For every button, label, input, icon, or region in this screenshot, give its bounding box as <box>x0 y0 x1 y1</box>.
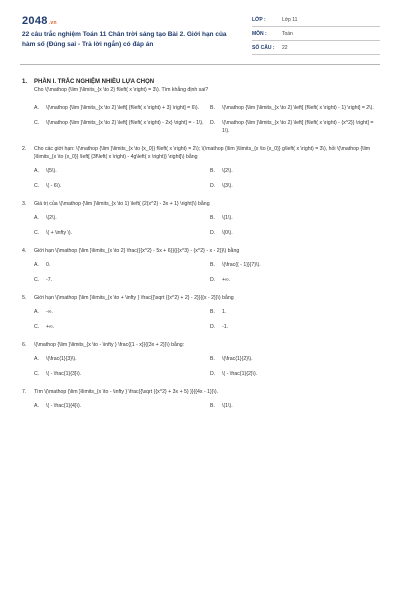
question-stem: \(\mathop {\lim }\limits_{x \to - \infty } \frac{{1 - x}}{{3x + 2}}\) bằng: <box>34 342 185 348</box>
option-text: \(\mathop {\lim }\limits_{x \to 2} \left[ {f\left( x \right) - 2x} \right] = - 1\). <box>46 120 204 126</box>
option-text: \(\mathop {\lim }\limits_{x \to 2} \left[ {f\left( x \right) - {x^2}} \right] = 1\). <box>222 120 374 134</box>
option-text: \(2\). <box>46 215 57 221</box>
option-text: \( - \frac{1}{3}\). <box>46 371 82 377</box>
option-text: \( - \frac{1}{2}\). <box>222 371 258 377</box>
option-letter: D. <box>210 120 216 126</box>
option-text: \(\frac{{ - 1}}{7}\). <box>222 262 261 268</box>
option-letter: C. <box>34 120 40 126</box>
option-a[interactable] <box>34 214 210 222</box>
part-heading <box>22 78 380 86</box>
option-text: \(\frac{1}{3}\). <box>46 356 77 362</box>
question-3 <box>22 200 380 237</box>
meta-value: Lớp 11 <box>282 16 298 23</box>
option-text: \(0\). <box>222 230 233 236</box>
question-list <box>22 78 380 410</box>
question-number: 6. <box>22 342 27 348</box>
option-text: 0. <box>46 262 51 268</box>
option-text: \(3\). <box>222 183 233 189</box>
option-text: \(\mathop {\lim }\limits_{x \to 2} \left[ {f\left( x \right) + 3} \right] = 6\). <box>46 105 200 111</box>
question-2 <box>22 145 380 190</box>
option-letter: D. <box>210 183 216 189</box>
meta-box <box>252 13 380 55</box>
option-letter: A. <box>34 403 39 409</box>
option-letter: C. <box>34 277 40 283</box>
option-letter: A. <box>34 105 39 111</box>
header-divider <box>20 64 380 65</box>
option-text: \(1\). <box>222 215 233 221</box>
option-a[interactable] <box>34 308 210 316</box>
option-a[interactable] <box>34 402 210 410</box>
option-text: \( + \infty \). <box>46 230 73 236</box>
option-letter: A. <box>34 168 39 174</box>
option-b[interactable] <box>210 214 380 222</box>
question-number: 2. <box>22 146 27 152</box>
question-stem: Giá trị của \(\mathop {\lim }\limits_{x \to 1} \left( {2{x^2} - 3x + 1} \right)\) bằng <box>34 201 210 207</box>
option-letter: C. <box>34 371 40 377</box>
option-a[interactable] <box>34 167 210 175</box>
meta-value: Toán <box>282 30 293 37</box>
option-letter: C. <box>34 324 40 330</box>
option-text: -1. <box>222 324 229 330</box>
option-c[interactable] <box>34 323 210 331</box>
question-7 <box>22 388 380 410</box>
option-d[interactable] <box>210 119 380 135</box>
option-letter: C. <box>34 230 40 236</box>
question-4 <box>22 247 380 284</box>
option-letter: B. <box>210 356 215 362</box>
option-letter: B. <box>210 403 215 409</box>
option-d[interactable] <box>210 229 380 237</box>
meta-label: SỐ CÂU : <box>252 44 275 51</box>
option-letter: B. <box>210 168 215 174</box>
option-letter: D. <box>210 277 216 283</box>
meta-row-subject <box>252 27 380 41</box>
option-letter: B. <box>210 262 215 268</box>
question-stem: Cho các giới hạn: \(\mathop {\lim }\limits_{x \to {x_0}} f\left( x \right) = 2\); \(\mathop {\lim }\limits_{x \to {x_0}} g\left( x \right) = 3\), hỏi \(\mathop {\lim }\limits_{x \to {x_0}} \left[ {3f\left( x \right) - 4g\left( x \right)} \right]\) bằng <box>34 146 371 160</box>
meta-label: LỚP : <box>252 16 266 23</box>
option-d[interactable] <box>210 182 380 190</box>
option-letter: D. <box>210 230 216 236</box>
option-a[interactable] <box>34 104 210 112</box>
question-number: 3. <box>22 201 27 207</box>
option-letter: B. <box>210 105 215 111</box>
option-text: -7. <box>46 277 53 283</box>
option-text: \(\mathop {\lim }\limits_{x \to 2} \left[ {f\left( x \right) - 1} \right] = 2\). <box>222 105 374 111</box>
option-text: \(2\). <box>222 168 233 174</box>
logo-sub: .vn <box>48 20 57 26</box>
option-letter: A. <box>34 215 39 221</box>
option-letter: A. <box>34 309 39 315</box>
option-text: \(\frac{1}{2}\). <box>222 356 253 362</box>
option-text: +∞. <box>222 277 231 283</box>
question-stem: Giới hạn \(\mathop {\lim }\limits_{x \to + \infty } \frac{{\sqrt {{x^2} + 2} - 2}}{{x - 2}}\) bằng <box>34 295 234 301</box>
question-5 <box>22 294 380 331</box>
option-a[interactable] <box>34 355 210 363</box>
option-c[interactable] <box>34 119 210 135</box>
option-letter: D. <box>210 371 216 377</box>
page-header <box>0 0 400 64</box>
question-number: 5. <box>22 295 27 301</box>
site-logo[interactable] <box>22 15 57 27</box>
option-text: \( - 6\). <box>46 183 62 189</box>
question-number: 7. <box>22 389 27 395</box>
option-text: \( - \frac{1}{4}\). <box>46 403 82 409</box>
part-number: 1. <box>22 79 28 85</box>
option-letter: B. <box>210 215 215 221</box>
option-letter: D. <box>210 324 216 330</box>
option-text: \(5\). <box>46 168 57 174</box>
option-b[interactable] <box>210 167 380 175</box>
question-1-stem: Cho \(\mathop {\lim }\limits_{x \to 2} f\left( x \right) = 3\). Tìm khẳng định sai? <box>34 87 209 93</box>
option-text: -∞. <box>46 309 53 315</box>
option-letter: C. <box>34 183 40 189</box>
option-letter: B. <box>210 309 215 315</box>
option-text: +∞. <box>46 324 55 330</box>
meta-row-grade <box>252 13 380 27</box>
meta-row-count <box>252 41 380 55</box>
option-b[interactable] <box>210 261 380 269</box>
option-c[interactable] <box>34 229 210 237</box>
option-a[interactable] <box>34 261 210 269</box>
option-d[interactable] <box>210 370 380 378</box>
question-stem: Giới hạn \(\mathop {\lim }\limits_{x \to 2} \frac{{{x^2} - 5x + 6}}{{{x^3} - {x^2} - x - 2}}\) bằng <box>34 248 240 254</box>
meta-label: MÔN : <box>252 30 267 37</box>
option-d[interactable] <box>210 276 380 284</box>
option-c[interactable] <box>34 370 210 378</box>
question-1 <box>22 104 380 135</box>
option-c[interactable] <box>34 276 210 284</box>
logo-main: 2048 <box>22 15 48 27</box>
option-text: \(1\). <box>222 403 233 409</box>
meta-value: 22 <box>282 44 288 51</box>
question-stem: Tìm \(\mathop {\lim }\limits_{x \to - \infty } \frac{{\sqrt {{x^2} + 3x + 5} }}{{4x - 1}}\). <box>34 389 219 395</box>
option-b[interactable] <box>210 402 380 410</box>
document-title: 22 câu trắc nghiệm Toán 11 Chân trời sáng tạo Bài 2. Giới hạn của hàm số (Đúng sai - Trả lời ngắn) có đáp án <box>22 31 227 48</box>
option-d[interactable] <box>210 323 380 331</box>
question-6 <box>22 341 380 378</box>
option-b[interactable] <box>210 308 380 316</box>
question-number: 4. <box>22 248 27 254</box>
option-b[interactable] <box>210 355 380 363</box>
option-letter: A. <box>34 262 39 268</box>
option-c[interactable] <box>34 182 210 190</box>
option-text: 1. <box>222 309 227 315</box>
option-letter: A. <box>34 356 39 362</box>
option-b[interactable] <box>210 104 380 112</box>
part-title: PHẦN I. TRẮC NGHIỆM NHIỀU LỰA CHỌN <box>34 79 155 85</box>
